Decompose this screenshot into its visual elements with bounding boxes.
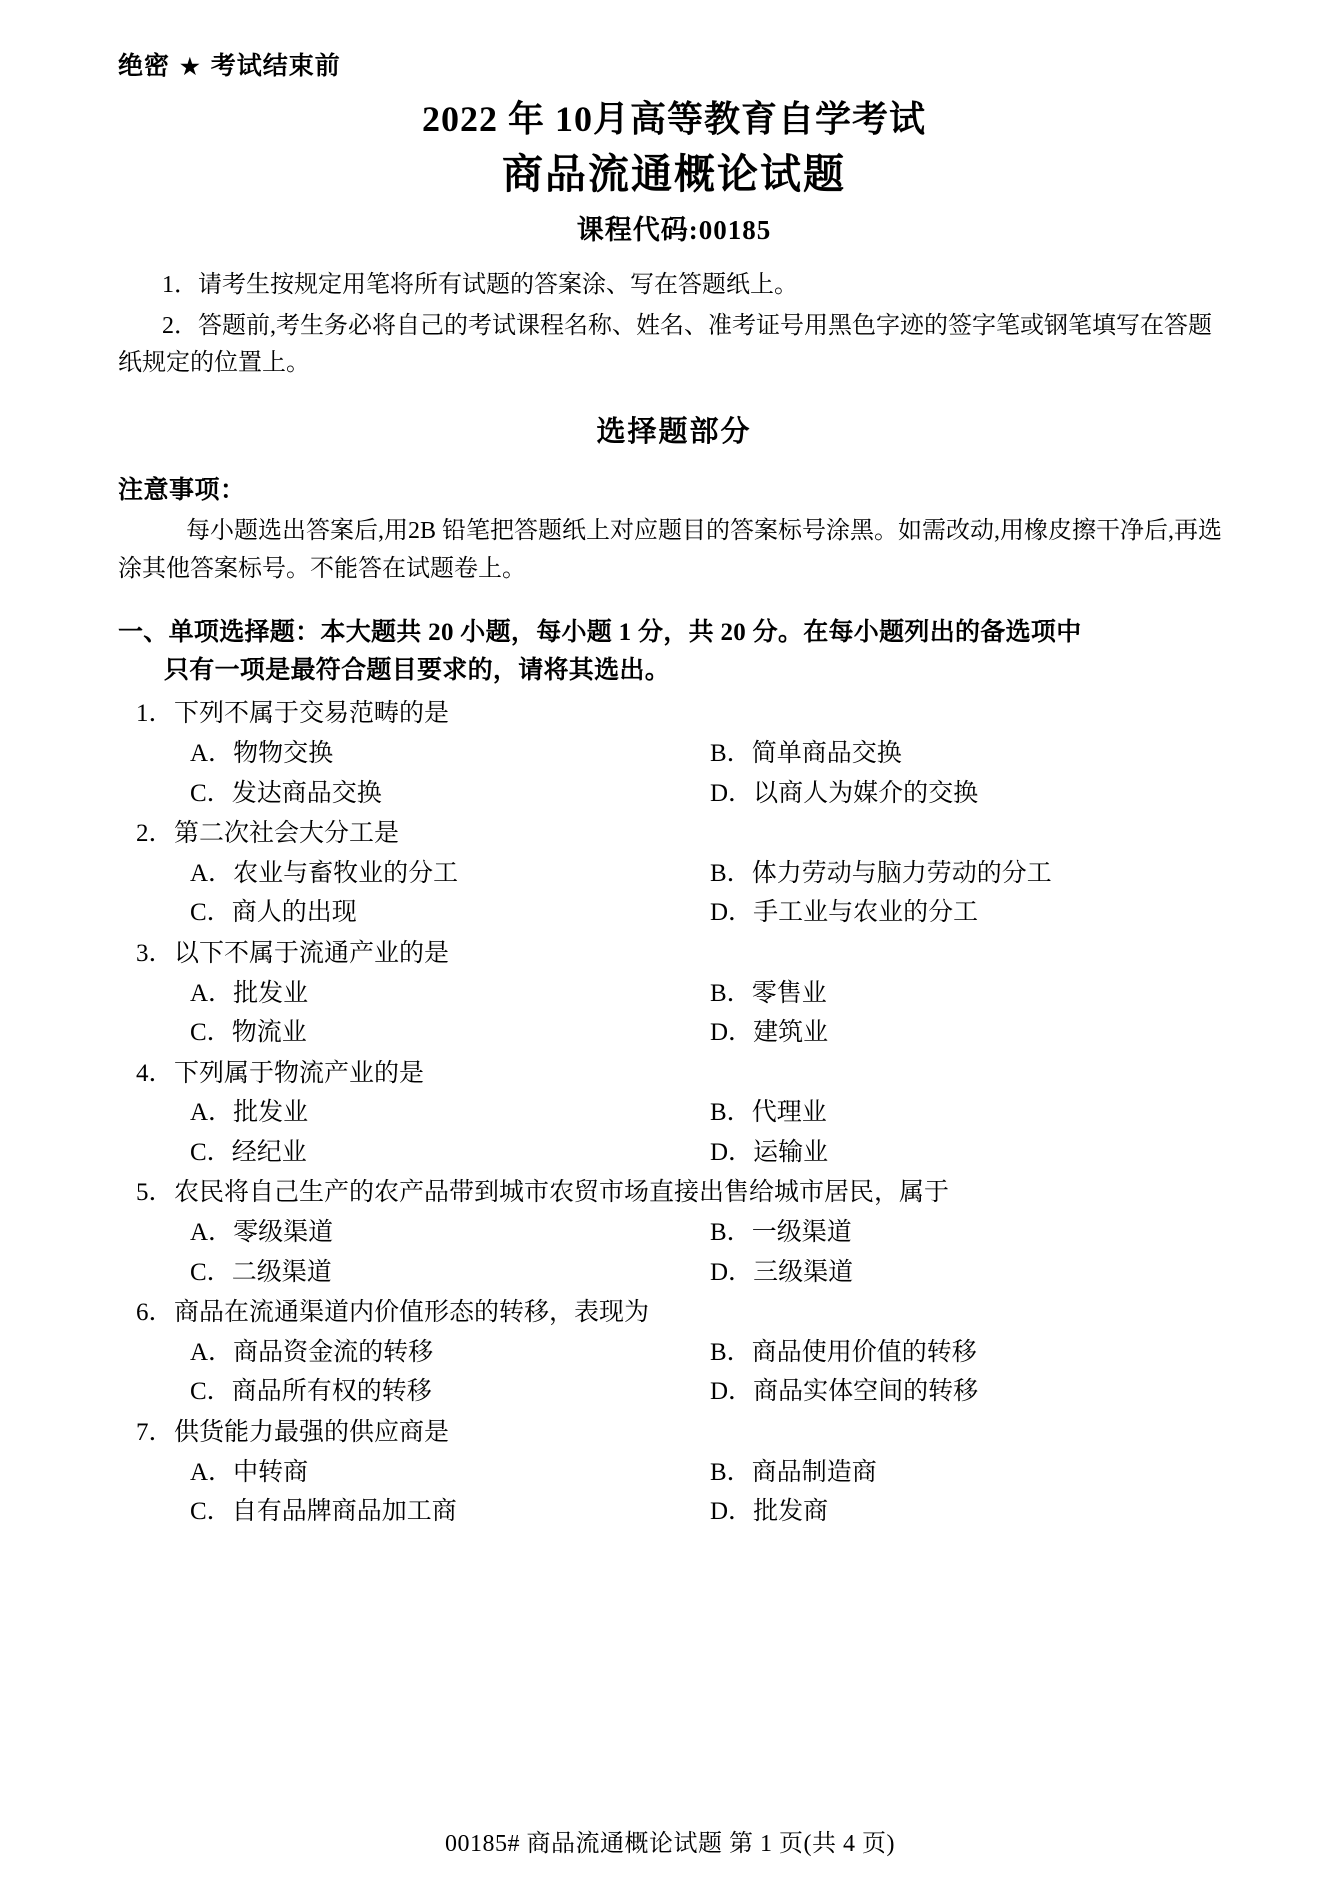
question-options	[118, 1453, 1230, 1532]
option-text: 自有品牌商品加工商	[231, 1498, 457, 1526]
question-item	[118, 1174, 1230, 1292]
question-stem	[118, 695, 1230, 734]
question-text: 下列不属于交易范畴的是	[174, 700, 450, 728]
option-choice[interactable]	[710, 1133, 1230, 1173]
question-text: 农民将自己生产的农产品带到城市农贸市场直接出售给城市居民，属于	[174, 1179, 950, 1207]
instruction-1: 1．请考生按规定用笔将所有试题的答案涂、写在答题纸上。	[162, 272, 798, 299]
option-choice[interactable]	[190, 1333, 710, 1373]
part-one-title-line2: 只有一项是最符合题目要求的，请将其选出。	[164, 656, 671, 684]
option-choice[interactable]	[190, 1492, 710, 1532]
option-choice[interactable]	[710, 1013, 1230, 1053]
option-text: 三级渠道	[753, 1258, 854, 1286]
question-number: 4．	[136, 1059, 174, 1087]
option-text: 手工业与农业的分工	[753, 899, 979, 927]
option-label: D．	[710, 1378, 754, 1406]
option-label: D．	[710, 899, 754, 927]
part-one-title	[118, 614, 1230, 689]
option-label: B．	[710, 979, 752, 1007]
question-item	[118, 1414, 1230, 1532]
option-label: C．	[190, 1498, 232, 1526]
question-text: 第二次社会大分工是	[174, 820, 400, 848]
option-label: A．	[190, 1219, 234, 1247]
option-label: A．	[190, 979, 234, 1007]
question-text: 商品在流通渠道内价值形态的转移，表现为	[174, 1299, 650, 1327]
notice-label: 注意事项：	[118, 476, 246, 504]
option-label: A．	[190, 740, 234, 768]
option-label: C．	[190, 1378, 232, 1406]
question-number: 5．	[136, 1179, 174, 1207]
option-choice[interactable]	[190, 1133, 710, 1173]
question-list	[118, 695, 1230, 1531]
option-text: 商品所有权的转移	[231, 1378, 432, 1406]
option-label: C．	[190, 779, 232, 807]
option-text: 商人的出现	[231, 899, 357, 927]
secrecy-header	[118, 52, 1230, 82]
question-stem	[118, 935, 1230, 974]
option-choice[interactable]	[710, 974, 1230, 1014]
option-choice[interactable]	[710, 1492, 1230, 1532]
option-label: A．	[190, 1458, 234, 1486]
question-text: 以下不属于流通产业的是	[174, 939, 450, 967]
option-text: 商品制造商	[751, 1458, 877, 1486]
option-label: C．	[190, 1258, 232, 1286]
question-options	[118, 1333, 1230, 1412]
section-heading-choice: 选择题部分	[596, 415, 752, 448]
star-icon: ★	[180, 54, 201, 79]
option-text: 体力劳动与脑力劳动的分工	[751, 859, 1052, 887]
question-item	[118, 695, 1230, 813]
option-label: B．	[710, 859, 752, 887]
question-stem	[118, 1055, 1230, 1094]
option-choice[interactable]	[190, 1093, 710, 1133]
option-text: 零售业	[751, 979, 827, 1007]
option-text: 发达商品交换	[231, 779, 382, 807]
option-label: B．	[710, 1338, 752, 1366]
option-choice[interactable]	[710, 1372, 1230, 1412]
option-text: 简单商品交换	[751, 740, 902, 768]
option-text: 建筑业	[753, 1019, 829, 1047]
option-text: 批发商	[753, 1498, 829, 1526]
option-choice[interactable]	[190, 1253, 710, 1293]
question-number: 7．	[136, 1418, 174, 1446]
option-choice[interactable]	[190, 974, 710, 1014]
question-text: 供货能力最强的供应商是	[174, 1418, 450, 1446]
question-options	[118, 1093, 1230, 1172]
option-choice[interactable]	[190, 854, 710, 894]
option-label: A．	[190, 1099, 234, 1127]
option-choice[interactable]	[710, 893, 1230, 933]
question-options	[118, 854, 1230, 933]
option-label: B．	[710, 740, 752, 768]
question-number: 2．	[136, 820, 174, 848]
option-text: 物物交换	[233, 740, 334, 768]
question-item	[118, 1055, 1230, 1173]
option-choice[interactable]	[710, 1333, 1230, 1373]
option-text: 商品实体空间的转移	[753, 1378, 979, 1406]
option-text: 二级渠道	[231, 1258, 332, 1286]
option-label: D．	[710, 1498, 754, 1526]
option-text: 运输业	[753, 1138, 829, 1166]
option-choice[interactable]	[710, 734, 1230, 774]
instruction-2: 2．答题前,考生务必将自己的考试课程名称、姓名、准考证号用黑色字迹的签字笔或钢笔填写在答题纸规定的位置上。	[118, 313, 1212, 377]
secrecy-note: 考试结束前	[210, 53, 341, 80]
option-choice[interactable]	[190, 1372, 710, 1412]
option-label: D．	[710, 779, 754, 807]
page-footer: 00185# 商品流通概论试题 第 1 页(共 4 页)	[445, 1831, 895, 1857]
option-choice[interactable]	[190, 893, 710, 933]
option-label: C．	[190, 1138, 232, 1166]
question-number: 6．	[136, 1299, 174, 1327]
question-item	[118, 815, 1230, 933]
question-item	[118, 935, 1230, 1053]
option-text: 批发业	[233, 979, 309, 1007]
option-label: B．	[710, 1458, 752, 1486]
option-choice[interactable]	[710, 774, 1230, 814]
question-stem	[118, 815, 1230, 854]
option-text: 经纪业	[231, 1138, 307, 1166]
option-choice[interactable]	[710, 1093, 1230, 1133]
option-text: 物流业	[231, 1019, 307, 1047]
option-label: C．	[190, 1019, 232, 1047]
question-text: 下列属于物流产业的是	[174, 1059, 425, 1087]
option-choice[interactable]	[190, 1213, 710, 1253]
option-choice[interactable]	[710, 1453, 1230, 1493]
option-label: B．	[710, 1219, 752, 1247]
option-label: A．	[190, 1338, 234, 1366]
option-choice[interactable]	[710, 1253, 1230, 1293]
option-label: A．	[190, 859, 234, 887]
paper-title: 商品流通概论试题	[502, 150, 846, 197]
option-label: C．	[190, 899, 232, 927]
notice-body: 每小题选出答案后,用2B 铅笔把答题纸上对应题目的答案标号涂黑。如需改动,用橡皮擦干净后,再选涂其他答案标号。不能答在试题卷上。	[118, 517, 1223, 582]
option-text: 以商人为媒介的交换	[753, 779, 979, 807]
option-label: D．	[710, 1138, 754, 1166]
option-text: 中转商	[233, 1458, 309, 1486]
part-one-title-line1: 一、单项选择题：本大题共 20 小题，每小题 1 分，共 20 分。在每小题列出的备选项中	[118, 619, 1082, 647]
option-text: 代理业	[751, 1099, 827, 1127]
option-text: 一级渠道	[751, 1219, 852, 1247]
option-choice[interactable]	[190, 1013, 710, 1053]
option-choice[interactable]	[190, 774, 710, 814]
page-title: 2022 年 10月高等教育自学考试	[421, 99, 926, 139]
option-label: B．	[710, 1099, 752, 1127]
question-number: 3．	[136, 939, 174, 967]
option-choice[interactable]	[190, 1453, 710, 1493]
option-text: 商品使用价值的转移	[751, 1338, 977, 1366]
question-stem	[118, 1414, 1230, 1453]
question-options	[118, 1213, 1230, 1292]
option-choice[interactable]	[190, 734, 710, 774]
secrecy-label: 绝密	[118, 53, 171, 80]
option-text: 零级渠道	[233, 1219, 334, 1247]
question-item	[118, 1294, 1230, 1412]
option-label: D．	[710, 1019, 754, 1047]
question-options	[118, 734, 1230, 813]
question-stem	[118, 1174, 1230, 1213]
option-text: 商品资金流的转移	[233, 1338, 434, 1366]
course-code: 课程代码:00185	[576, 215, 772, 246]
question-options	[118, 974, 1230, 1053]
option-text: 农业与畜牧业的分工	[233, 859, 459, 887]
question-number: 1．	[136, 700, 174, 728]
option-text: 批发业	[233, 1099, 309, 1127]
option-label: D．	[710, 1258, 754, 1286]
option-choice[interactable]	[710, 854, 1230, 894]
question-stem	[118, 1294, 1230, 1333]
option-choice[interactable]	[710, 1213, 1230, 1253]
